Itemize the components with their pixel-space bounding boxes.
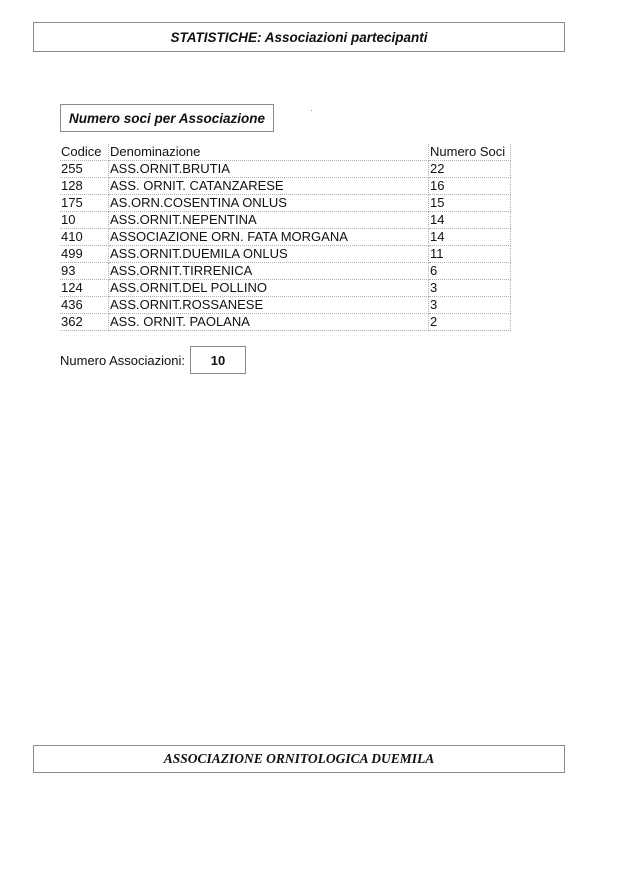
cell-name: ASS.ORNIT.TIRRENICA [109,263,429,280]
cell-members: 16 [429,178,511,195]
cell-members: 11 [429,246,511,263]
association-count-label: Numero Associazioni: [60,353,185,368]
table-row [60,161,511,178]
cell-name: AS.ORN.COSENTINA ONLUS [109,195,429,212]
cell-code: 10 [60,212,109,229]
cell-name: ASS.ORNIT.DUEMILA ONLUS [109,246,429,263]
table-row [60,246,511,263]
report-header [33,22,565,52]
cell-code: 499 [60,246,109,263]
section-header [60,104,274,132]
cell-code: 175 [60,195,109,212]
table-row [60,280,511,297]
cell-code: 362 [60,314,109,331]
table-row [60,297,511,314]
footer-title: ASSOCIAZIONE ORNITOLOGICA DUEMILA [163,751,435,766]
table-row [60,195,511,212]
association-count-value: 10 [190,346,246,374]
cell-name: ASS. ORNIT. CATANZARESE [109,178,429,195]
cell-name: ASS. ORNIT. PAOLANA [109,314,429,331]
column-header-code: Codice [60,144,109,161]
cell-members: 6 [429,263,511,280]
cell-members: 14 [429,229,511,246]
section-title: Numero soci per Associazione [68,110,266,126]
cell-members: 3 [429,297,511,314]
table-row [60,178,511,195]
table-row [60,229,511,246]
table-row [60,314,511,331]
cell-code: 410 [60,229,109,246]
cell-name: ASS.ORNIT.ROSSANESE [109,297,429,314]
cell-code: 255 [60,161,109,178]
report-title: STATISTICHE: Associazioni partecipanti [170,29,428,45]
cell-members: 22 [429,161,511,178]
cell-members: 3 [429,280,511,297]
column-header-name: Denominazione [109,144,429,161]
table-row [60,212,511,229]
members-table [60,144,511,331]
cell-name: ASS.ORNIT.NEPENTINA [109,212,429,229]
cell-members: 14 [429,212,511,229]
cell-members: 2 [429,314,511,331]
cell-code: 436 [60,297,109,314]
cell-name: ASS.ORNIT.BRUTIA [109,161,429,178]
table-row [60,263,511,280]
cell-code: 128 [60,178,109,195]
scan-speck [311,110,312,111]
cell-code: 124 [60,280,109,297]
table-header-row [60,144,511,161]
report-footer [33,745,565,773]
column-header-members: Numero Soci [429,144,511,161]
cell-name: ASS.ORNIT.DEL POLLINO [109,280,429,297]
cell-code: 93 [60,263,109,280]
cell-members: 15 [429,195,511,212]
cell-name: ASSOCIAZIONE ORN. FATA MORGANA [109,229,429,246]
